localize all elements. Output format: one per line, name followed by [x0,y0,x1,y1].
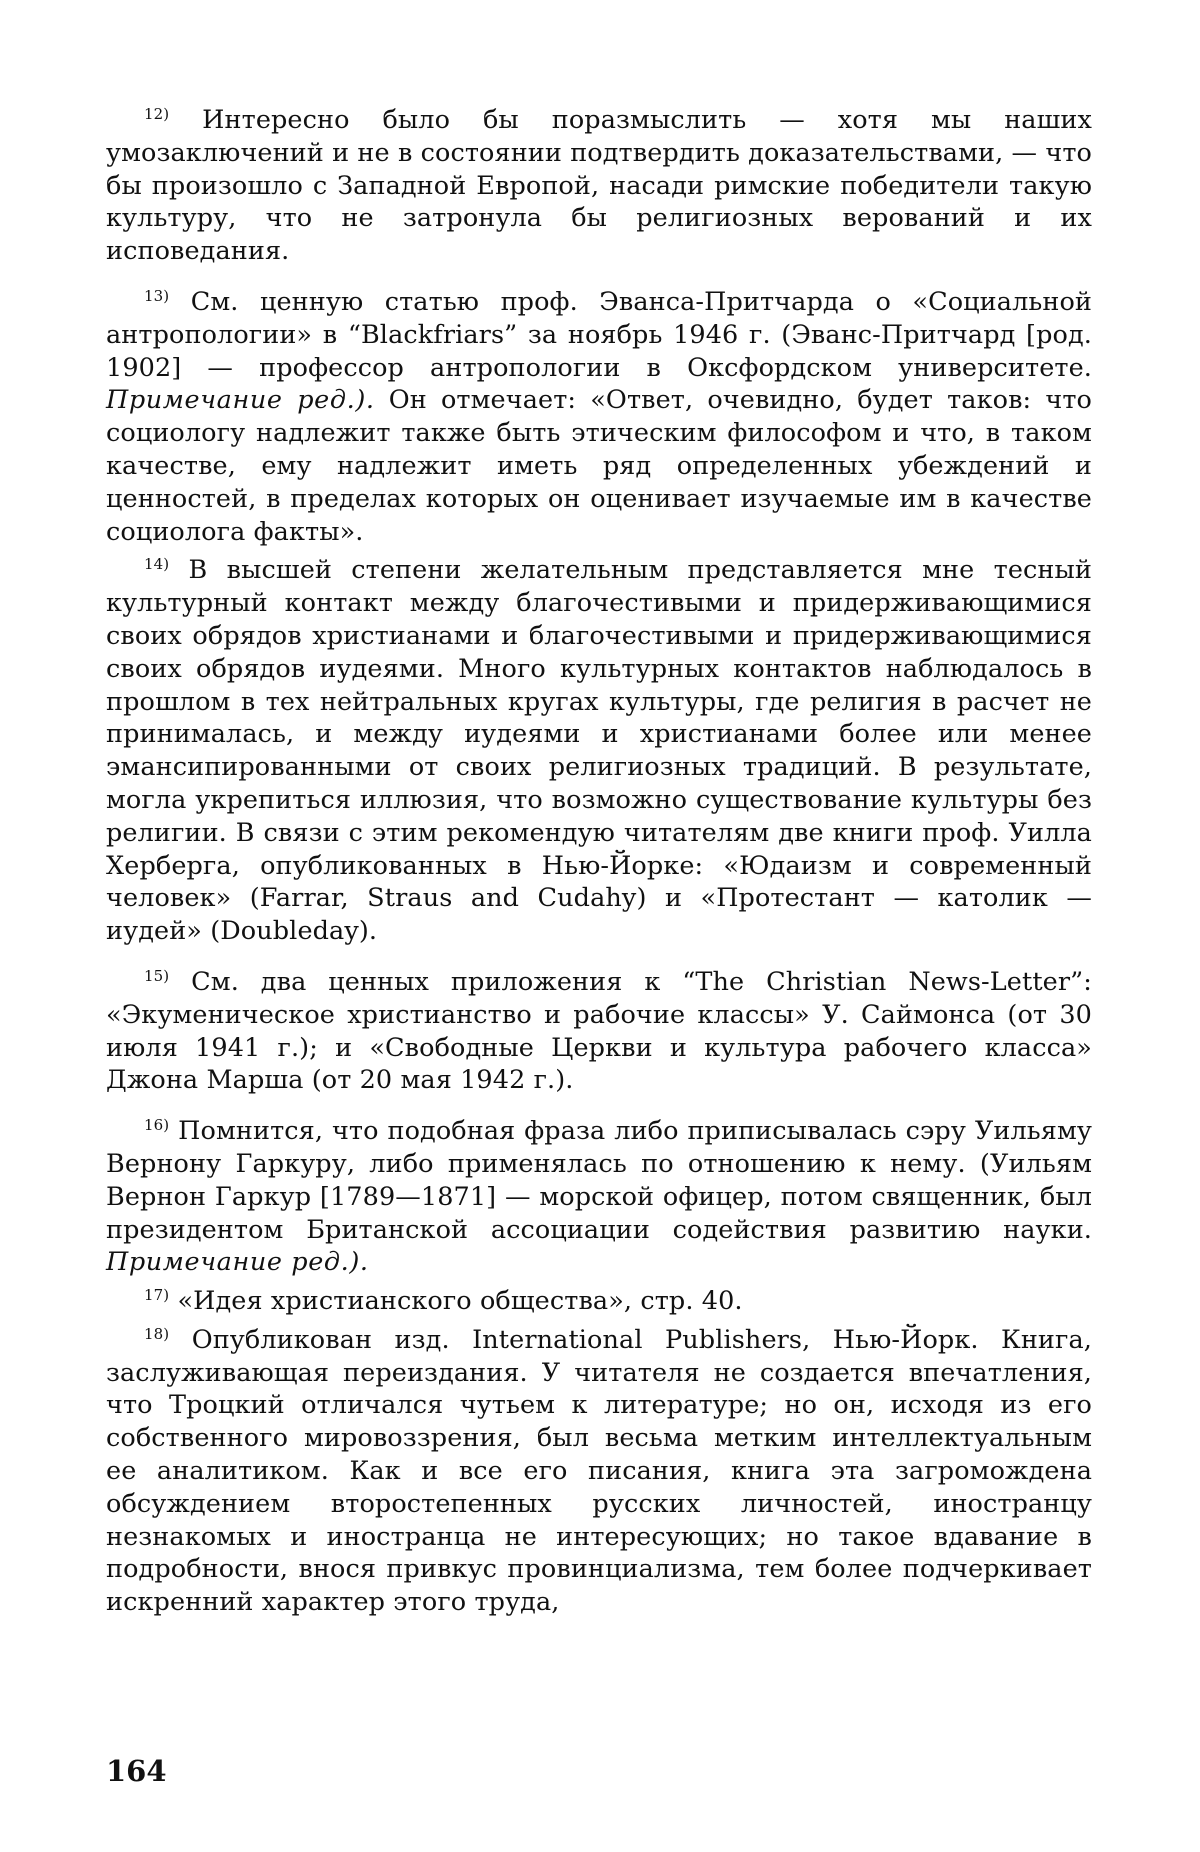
footnote-marker: 15) [144,966,170,985]
footnote-text: «Идея христианского общества», стр. 40. [177,1286,743,1317]
footnote-text: Помнится, что подобная фраза либо приписывалась сэру Уильяму Вернону Гаркуру, либо применялась по отношению к нему. (Уильям Вернон Гаркур [1789—1871] — морской офицер, потом священник, был президентом Британской ассоциации содействия развитию науки. [106,1116,1093,1245]
footnote-text: См. два ценных приложения к “The Christian News-Letter”: «Экуменическое христианство и рабочие классы» У. Саймонса (от 30 июля 1941 г.); и «Свободные Церкви и культура рабочего класса» Джона Марша (от 20 мая 1942 г.). [106,966,1092,1096]
footnote-15 [106,966,1092,1097]
footnote-marker: 13) [144,286,170,305]
footnote-marker: 14) [144,555,170,574]
footnote-marker: 18) [144,1324,170,1343]
footnote-16 [106,1115,1092,1279]
footnote-text-continued: Он отмечает: «Ответ, очевидно, будет таков: что социологу надлежит также быть этическим философом и что, в таком качестве, ему надлежит иметь ряд определенных убеждений и ценностей, в пределах которых он оценивает изучаемые им в качестве социолога факты». [106,385,1092,547]
footnote-14 [106,554,1092,948]
page-number: 164 [106,1754,167,1788]
footnote-marker: 16) [144,1116,170,1135]
footnote-18 [106,1324,1092,1619]
footnote-marker: 12) [144,105,170,123]
footnotes-block [106,104,1092,1619]
footnote-13 [106,286,1092,548]
footnote-text: В высшей степени желательным представляется мне тесный культурный контакт между благочестивыми и придерживающимися своих обрядов христианами и благочестивыми и придерживающимися своих обрядов иудеями. Много культурных контактов наблюдалось в прошлом в тех нейтральных кругах культуры, где религия в расчет не принималась, и между иудеями и христианами более или менее эмансипированными от своих религиозных традиций. В результате, могла укрепиться иллюзия, что возможно существование культуры без религии. В связи с этим рекомендую читателям две книги проф. Уилла Херберга, опубликованных в Нью-Йорке: «Юдаизм и современный человек» (Farrar, Straus and Cudahy) и «Протестант — католик — иудей» (Doubleday). [106,555,1092,947]
editor-note: Примечание ред.). [106,1247,369,1278]
footnote-marker: 17) [144,1286,170,1305]
footnote-text: Интересно было бы поразмыслить — хотя мы наших умозаключений и не в состоянии подтвердить доказательствами, — что бы произошло с Западной Европой, насади римские победители такую культуру, что не затронула бы религиозных верований и их исповедания. [106,105,1092,267]
editor-note: Примечание ред.). [106,385,375,416]
footnote-text: Опубликован изд. International Publishers, Нью-Йорк. Книга, заслуживающая переиздания. У читателя не создается впечатления, что Троцкий отличался чутьем к литературе; но он, исходя из его собственного мировоззрения, был весьма метким интеллектуальным ее аналитиком. Как и все его писания, книга эта загромождена обсуждением второстепенных русских личностей, иностранцу незнакомых и иностранца не интересующих; но такое вдавание в подробности, внося привкус провинциализма, тем более подчеркивает искренний характер этого труда, [106,1324,1092,1618]
footnote-text: См. ценную статью проф. Эванса-Притчарда о «Социальной антропологии» в “Blackfriars” за ноябрь 1946 г. (Эванс-Притчард [род. 1902] — профессор антропологии в Оксфордском университете. [106,286,1092,383]
footnote-17 [106,1285,1092,1318]
footnote-12 [106,104,1092,268]
